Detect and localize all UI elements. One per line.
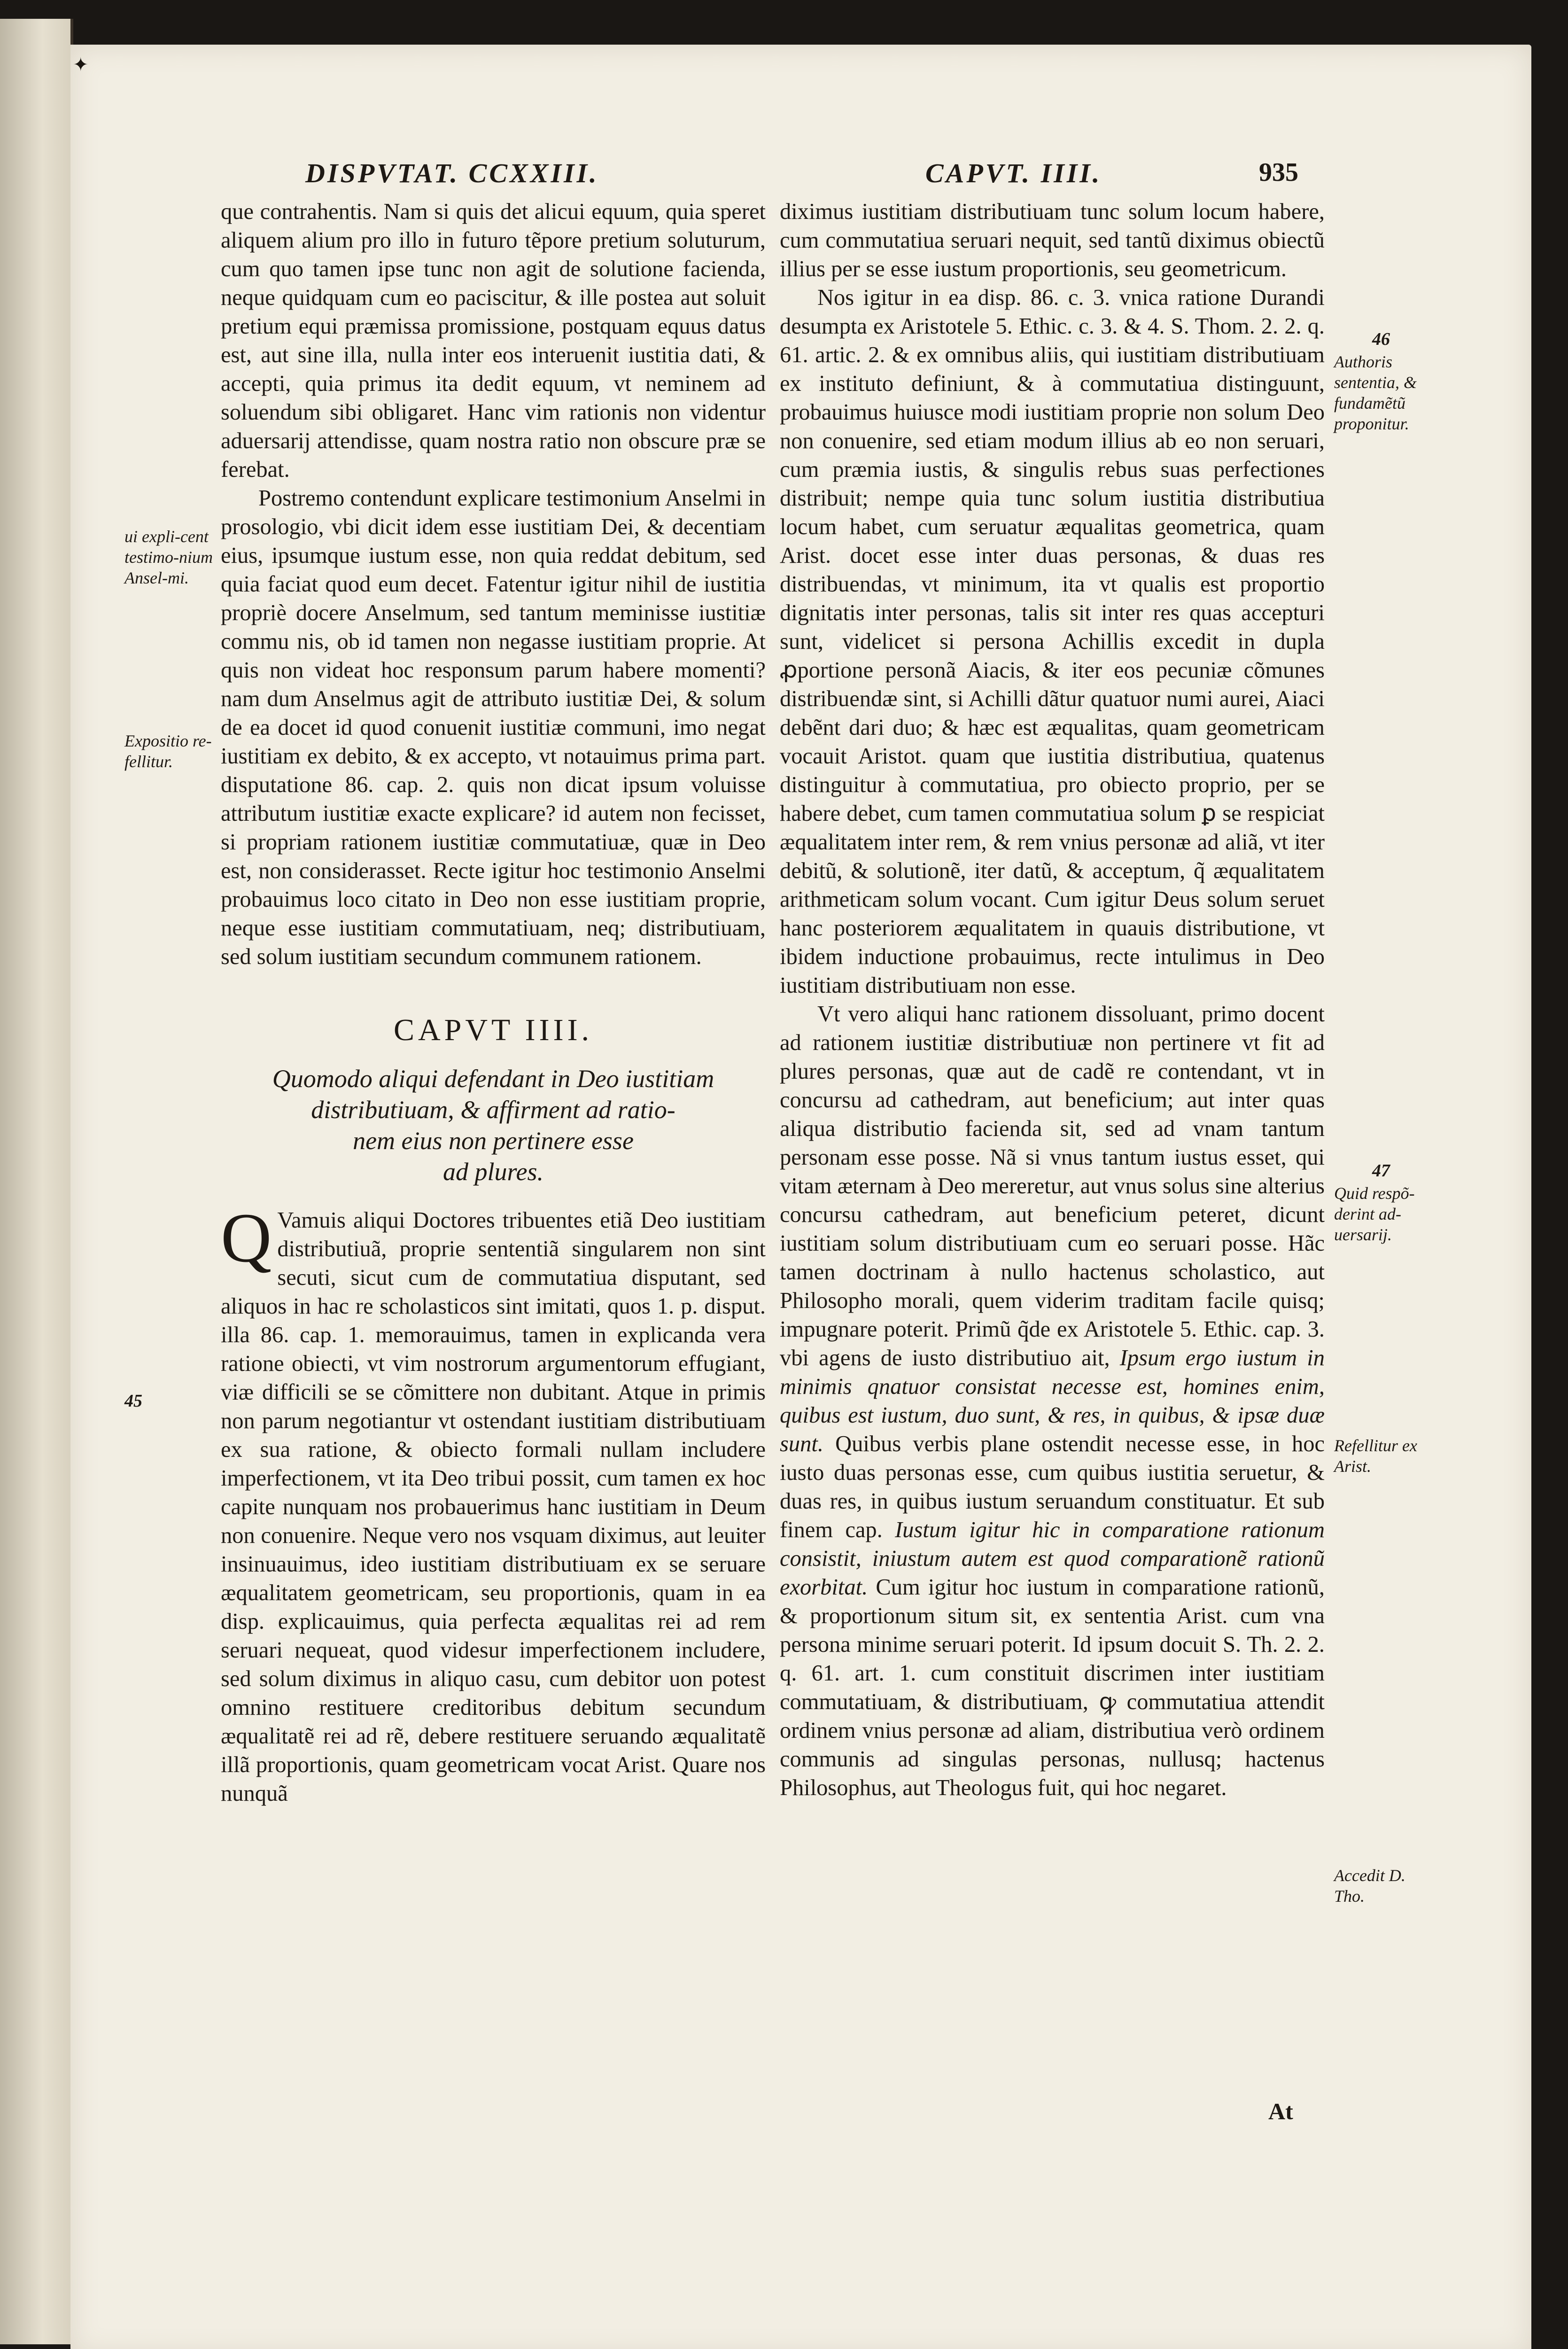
aristotle-quote: Ipsum ergo iustum in minimis qnatuor consistat necesse est, homines enim, quibus est iustum, duo sunt, & res, in quibus, & ipsæ duæ sunt.: [780, 1346, 1325, 1456]
chapter-title-line: ad plures.: [443, 1158, 543, 1186]
paragraph: que contrahentis. Nam si quis det alicui equum, quia speret aliquem alium pro illo in futuro tẽpore pretium soluturum, cum quo tamen ipse tunc non agit de solutione facienda, neque quidquam cum eo paciscitur, & ille postea aut soluit pretium equi præmissa promissione, postquam equus datus est, aut sine illa, nulla inter eos interuenit iustitia dati, & accepti, quia primus ita dedit equum, vt neminem ad soluendum sibi obligaret. Hanc vim rationis non videntur aduersarij attendisse, quam nostra ratio non obscure præ se ferebat.: [221, 199, 766, 482]
margin-note-right-1: Authoris sententia, & fundamẽtũ proponitur.: [1334, 352, 1417, 433]
margin-number-left: 45: [124, 1391, 142, 1411]
text-column-left: [221, 197, 766, 1808]
paragraph: Nos igitur in ea disp. 86. c. 3. vnica ratione Durandi desumpta ex Aristotele 5. Ethic. c. 3. & 4. S. Thom. 2. 2. q. 61. artic. 2. & ex omnibus aliis, qui iustitiam distributiuam ex instituto definiunt, & à commutatiua distinguunt, probauimus huiusce modi iustitiam proprie non solum Deo non conuenire, sed etiam modum illius ab eo non seruari, cum præmia iustis, & singulis rebus suas perfectiones distribuit; nempe quia tunc solum iustitia distributiua locum habet, cum seruatur æqualitas geometrica, quam Arist. docet esse inter duas personas, & duas res distribuendas, vt minimum, ita vt qualis est proportio dignitatis inter personas, talis sit inter res quas accepturi sunt, videlicet si persona Achillis excedit in dupla ꝓportione personã Aiacis, & iter eos pecuniæ cõmunes distribuendæ sint, si Achilli dãtur quatuor numi aurei, Aiaci debẽnt dari duo; & hæc est æqualitas, quam geometricam vocauit Aristot. quam que iustitia distributiua, quatenus distinguitur à commutatiua, pro obiecto proprio, per se habere debet, cum tamen commutatiua solum ꝑ se respiciat æqualitatem inter rem, & rem vnius personæ ad aliã, vt iter debitũ, & solutionẽ, iter datũ, & acceptum, q̃ æqualitatem arithmeticam solum vocant. Cum igitur Deus solum seruet hanc posteriorem æqualitatem in quauis distributione, vt ibidem inductione probauimus, recte intulimus in Deo iustitiam distributiuam non esse.: [780, 285, 1325, 998]
chapter-title-line: distributiuam, & affirment ad ratio-: [311, 1096, 675, 1124]
paragraph: Postremo contendunt explicare testimonium Anselmi in prosologio, vbi dicit idem esse iustitiam Dei, & decentiam eius, ipsumque iustum esse, non quia reddat debitum, sed quia faciat quod eum decet. Fatentur igitur nihil de iustitia propriè docere Anselmum, sed tantum meminisse iustitiæ commu nis, ob id tamen non negasse iustitiam proprie. At quis non videat hoc responsum parum habere momenti? nam dum Anselmus agit de attributo iustitiæ Dei, & solum de ea docet id quod conuenit iustitiæ communi, imo negat iustitiam ex debito, & ex accepto, vt notauimus prima part. disputatione 86. cap. 2. quis non dicat ipsum voluisse attributum iustitiæ exacte explicare? id autem non fecisset, si propriam rationem iustitiæ commutatiuæ, quæ in Deo est, non considerasset. Recte igitur hoc testimonio Anselmi probauimus loco citato in Deo non esse iustitiam proprie, neque esse iustitiam commutatiuam, neq; distributiuam, sed solum iustitiam secundum communem rationem.: [221, 486, 766, 969]
paragraph: diximus iustitiam distributiuam tunc solum locum habere, cum commutatiua seruari nequit, sed tantũ diximus obiectũ illius per se esse iustum proportionis, seu geometricum.: [780, 199, 1325, 281]
chapter-title-line: Quomodo aliqui defendant in Deo iustitiam: [272, 1065, 714, 1093]
margin-note-left-1: ui expli-cent testimo-nium Ansel-mi.: [124, 527, 213, 587]
margin-note-right-3: Refellitur ex Arist.: [1334, 1436, 1417, 1476]
chapter-title: [221, 1063, 766, 1187]
margin-note-left-2: Expositio re-fellitur.: [124, 731, 212, 771]
aristotle-quote: Iustum igitur hic in comparatione rationum consistit, iniustum autem est quod comparationẽ rationũ exorbitat.: [780, 1517, 1325, 1600]
paragraph-text: Vt vero aliqui hanc rationem dissoluant, primo docent ad rationem iustitiæ distributiuæ non pertinere vt fit ad plures personas, quæ aut de cadẽ re contendant, vt in concursu ad cathedram, aut beneficium; aut inter quas aliqua distributio facienda sit, sed ad vnam tantum personam esse posse. Nã si vnus tantum iustus esset, qui vitam æternam à Deo mereretur, aut vnus solus sine alterius concursu cathedram, aut beneficium peteret, dicunt iustitiam solum distributiuam cum eo seruari posse. Hãc tamen doctrinam à nullo hactenus scholastico, aut Philosopho morali, quem viderim traditam facile quisq; impugnare poterit. Primũ q̃de ex Aristotele 5. Ethic. cap. 3. vbi agens de iusto distributiuo ait,: [780, 1002, 1325, 1370]
catchword: At: [1268, 2098, 1293, 2124]
margin-number-right-2: 47: [1372, 1161, 1390, 1181]
margin-number-right-1: 46: [1372, 329, 1390, 349]
running-head-right: CAPVT. IIII.: [925, 158, 1102, 188]
binding-mark-icon: ✦: [73, 54, 89, 75]
paragraph-text: Cum igitur hoc iustum in comparatione rationũ, & proportionum situm sit, ex sententia Arist. cum vna persona minime seruari poterit. Id ipsum docuit S. Th. 2. 2. q. 61. art. 1. cum constituit discrimen inter iustitiam commutatiuam, & distributiuam, ꝙ commutatiua attendit ordinem vnius personæ ad aliam, distributiua verò ordinem communis ad singulas personas, nullusq; hactenus Philosophus, aut Theologus fuit, qui hoc negaret.: [780, 1575, 1325, 1800]
margin-note-right-2: Quid respõ-derint ad-uersarij.: [1334, 1184, 1415, 1244]
previous-page-edge: [0, 19, 73, 2344]
text-column-right: [780, 197, 1325, 1802]
paragraph-text: Quibus verbis plane ostendit necesse esse, in hoc iusto duas personas esse, cum quibus iustitia seruetur, & duas res, in quibus iustum seruandum constituatur. Et sub finem cap.: [780, 1431, 1325, 1542]
chapter-title-line: nem eius non pertinere esse: [353, 1127, 634, 1155]
paragraph: [221, 1199, 766, 1808]
paragraph: [780, 1000, 1325, 1802]
drop-capital: Q: [221, 1199, 272, 1277]
edge-text-fragments: [28, 19, 66, 2344]
page-number: 935: [1259, 158, 1298, 187]
margin-note-right-4: Accedit D. Tho.: [1334, 1866, 1405, 1906]
chapter-heading: CAPVT IIII.: [393, 1013, 593, 1047]
running-head-left: DISPVTAT. CCXXIII.: [305, 158, 599, 188]
paragraph-text: Vamuis aliqui Doctores tribuentes etiã Deo iustitiam distributiuã, proprie sententiã singularem non sint secuti, sicut cum de commutatiua disputant, sed aliquos in hac re scholasticos sint imitati, quos 1. p. disput. illa 86. cap. 1. memorauimus, tamen in explicanda vera ratione obiecti, vt vim nostrorum argumentorum effugiant, viæ difficili se se cõmittere non dubitant. Atque in primis non parum negotiantur vt ostendant iustitiam distributiuam ex sua ratione, & obiecto formali nullam includere imperfectionem, vt ita Deo tribui possit, cum tamen ex hoc capite nunquam nos probauerimus hanc iustitiam in Deum non conuenire. Neque vero nos vsquam diximus, aut leuiter insinuauimus, ideo iustitiam distributiuam ex se seruare æqualitatem geometricam, seu proportionis, quam in ea disp. explicauimus, quia perfecta æqualitas rei ad rem seruari nequeat, quod videsur imperfectionem includere, sed solum diximus in aliquo casu, cum debitor uon potest omnino restituere creditoribus debitum secundum æqualitatẽ rei ad rẽ, debere restituere seruando æqualitatẽ illã proportionis, quam geometricam vocat Arist. Quare nos nunquã: [221, 1208, 766, 1806]
